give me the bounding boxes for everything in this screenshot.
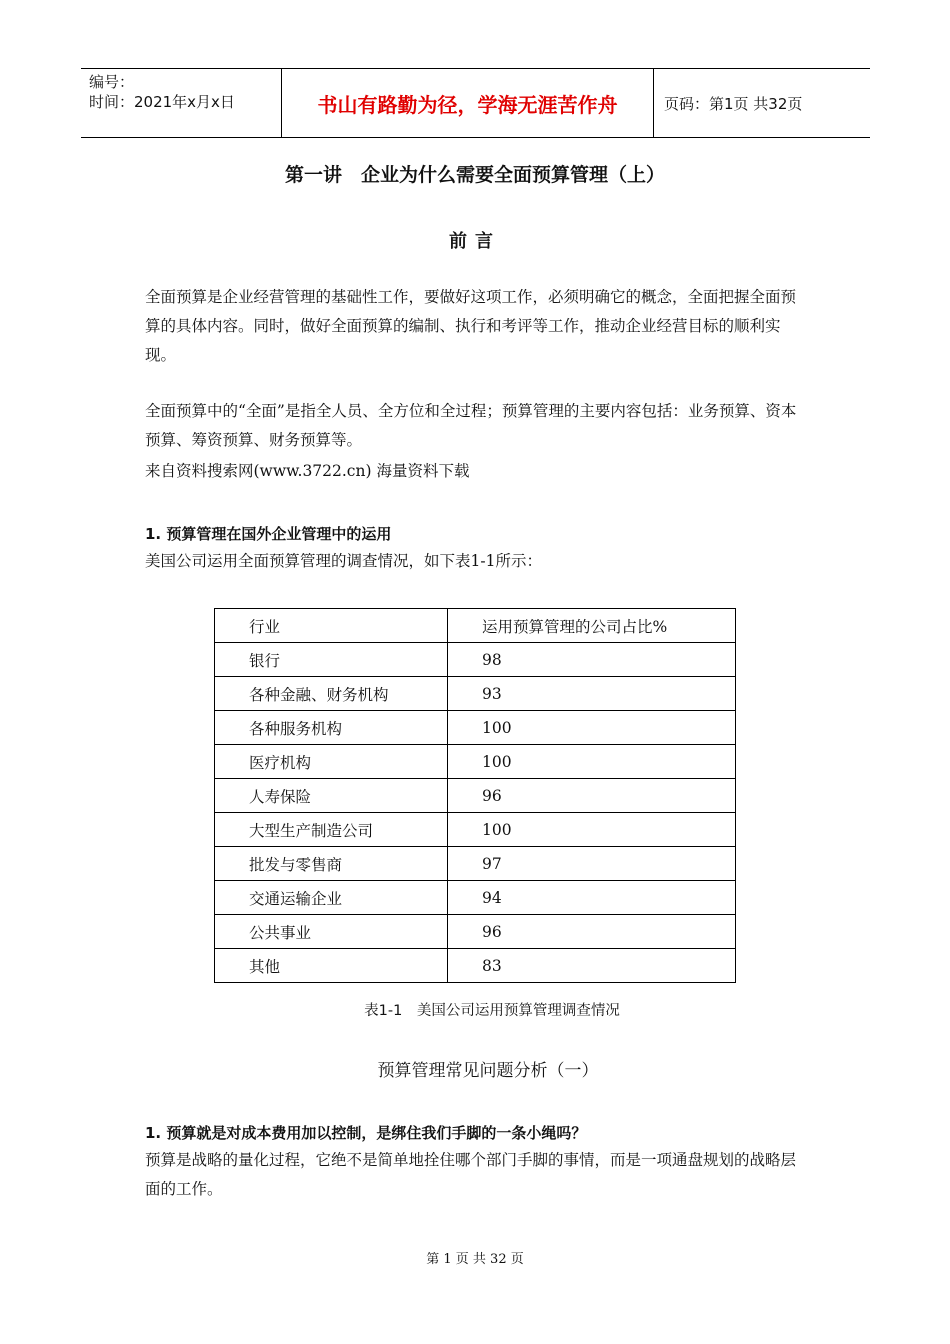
survey-table (214, 608, 736, 983)
page-footer: 第 1 页 共 32 页 (426, 1252, 524, 1267)
industry-cell: 批发与零售商 (215, 847, 448, 881)
question-heading: 1. 预算就是对成本费用加以控制，是绑住我们手脚的一条小绳吗？ (145, 1124, 587, 1142)
table-caption: 表1-1 美国公司运用预算管理调查情况 (364, 1003, 620, 1019)
page-title: 第一讲 企业为什么需要全面预算管理（上） (284, 164, 665, 186)
section-heading: 1. 预算管理在国外企业管理中的运用 (145, 525, 392, 543)
table-row (215, 779, 736, 813)
percentage-cell: 100 (448, 745, 736, 779)
paragraph-intro: 全面预算是企业经营管理的基础性工作，要做好这项工作，必须明确它的概念，全面把握全面预算的具体内容。同时，做好全面预算的编制、执行和考评等工作，推动企业经营目标的顺利实现。 (145, 288, 797, 364)
table-row (215, 949, 736, 983)
table-header-cell: 行业 (215, 609, 448, 643)
industry-cell: 银行 (215, 643, 448, 677)
table-row (215, 915, 736, 949)
section-intro: 美国公司运用全面预算管理的调查情况，如下表1-1所示： (145, 552, 542, 570)
percentage-cell: 98 (448, 643, 736, 677)
industry-cell: 各种金融、财务机构 (215, 677, 448, 711)
number-label: 编号： (89, 73, 135, 91)
industry-cell: 医疗机构 (215, 745, 448, 779)
percentage-cell: 97 (448, 847, 736, 881)
table-row (215, 813, 736, 847)
time-label: 时间：2021年x月x日 (89, 93, 235, 111)
percentage-cell: 94 (448, 881, 736, 915)
motto: 书山有路勤为径，学海无涯苦作舟 (281, 69, 654, 137)
table-row (215, 745, 736, 779)
industry-cell: 公共事业 (215, 915, 448, 949)
industry-cell: 其他 (215, 949, 448, 983)
section-title: 预算管理常见问题分析（一） (377, 1061, 599, 1081)
table-row (215, 711, 736, 745)
percentage-cell: 100 (448, 813, 736, 847)
table-row (215, 677, 736, 711)
answer-paragraph: 预算是战略的量化过程，它绝不是简单地拴住哪个部门手脚的事情，而是一项通盘规划的战略层面的工作。 (145, 1151, 797, 1198)
table-row (215, 643, 736, 677)
industry-cell: 交通运输企业 (215, 881, 448, 915)
table-header-row (215, 609, 736, 643)
paragraph-scope: 全面预算中的“全面”是指全人员、全方位和全过程；预算管理的主要内容包括：业务预算、资本预算、筹资预算、财务预算等。 (145, 402, 797, 449)
page-info: 页码：第1页 共32页 (664, 94, 803, 113)
paragraph-source: 来自资料搜索网(www.3722.cn) 海量资料下载 (145, 462, 470, 480)
preface-heading: 前言 (449, 231, 501, 252)
table-row (215, 881, 736, 915)
percentage-cell: 96 (448, 779, 736, 813)
industry-cell: 人寿保险 (215, 779, 448, 813)
industry-cell: 大型生产制造公司 (215, 813, 448, 847)
industry-cell: 各种服务机构 (215, 711, 448, 745)
percentage-cell: 83 (448, 949, 736, 983)
percentage-cell: 93 (448, 677, 736, 711)
header-meta (81, 69, 281, 137)
table-header-cell: 运用预算管理的公司占比% (448, 609, 736, 643)
percentage-cell: 100 (448, 711, 736, 745)
percentage-cell: 96 (448, 915, 736, 949)
table-row (215, 847, 736, 881)
document-header (81, 68, 870, 138)
